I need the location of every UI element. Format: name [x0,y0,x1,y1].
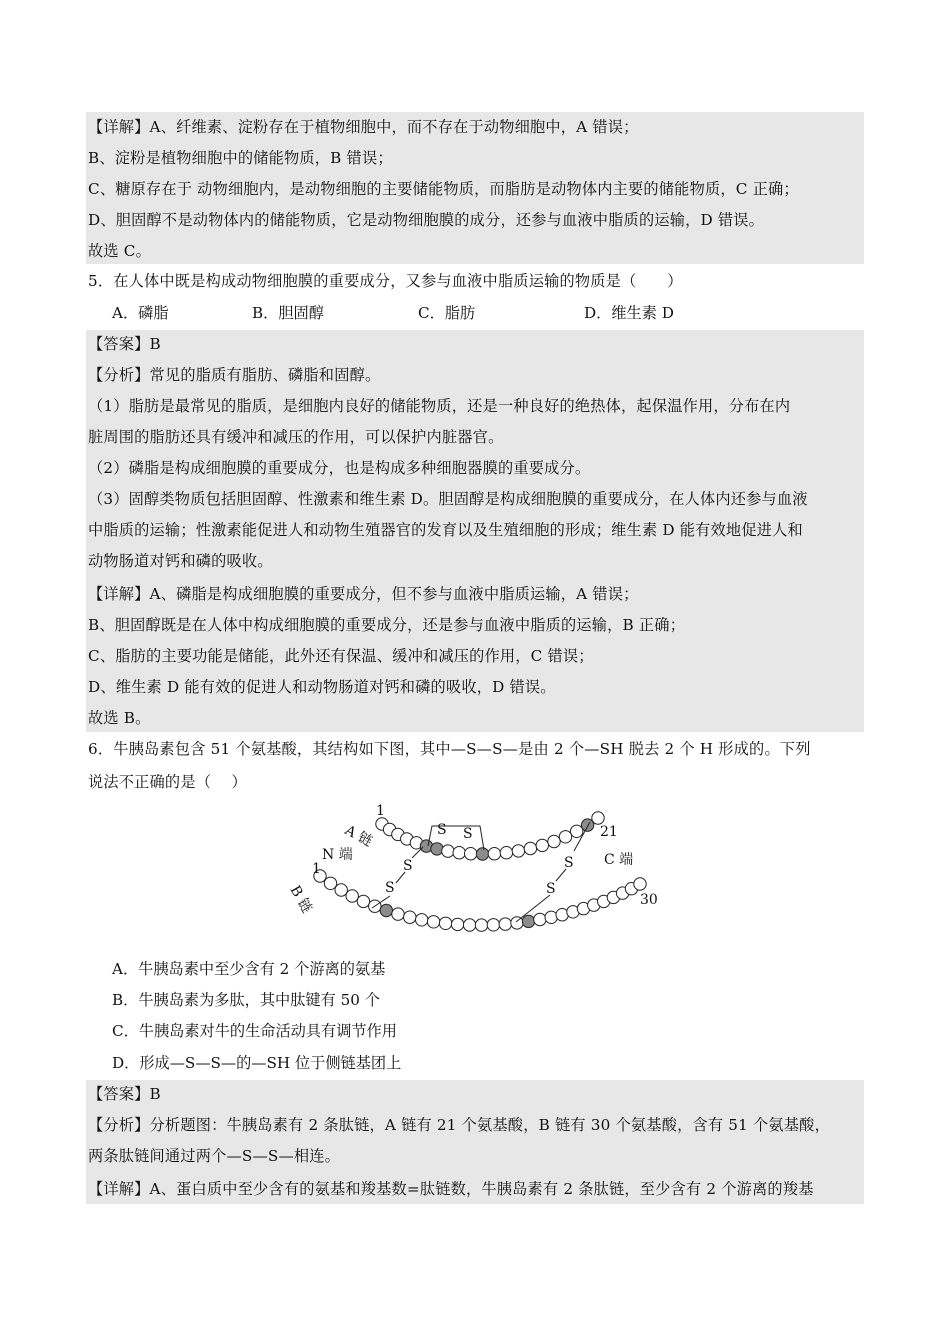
b-chain-start-label: 1 [312,861,321,877]
a-chain-residue [442,845,454,857]
answer-label: 【答案】B [88,335,161,353]
text-line: （3）固醇类物质包括胆固醇、性激素和维生素 D。胆固醇是构成细胞膜的重要成分，在人体内还参与血液 [88,490,808,508]
text-line: 【详解】A、蛋白质中至少含有的氨基和羧基数=肽链数，牛胰岛素有 2 条肽链，至少含有 2 个游离的羧基 [88,1180,814,1198]
a-chain-residue [524,842,536,854]
text-line: C、糖原存在于 动物细胞内，是动物细胞的主要储能物质，而脂肪是动物体内主要的储能物质，C 正确； [88,180,799,198]
s-label: S [564,855,574,871]
b-chain-residue [463,919,475,931]
b-chain-residue [545,911,557,923]
question-6-stem: 说法不正确的是（ ） [88,773,247,791]
q6-choice-d: D．形成—S—S—的—SH 位于侧链基团上 [112,1054,402,1072]
text-line: B、胆固醇既是在人体中构成细胞膜的重要成分，还是参与血液中脂质的运输，B 正确； [88,616,686,634]
b-chain-residue [451,918,463,930]
text-line: （2）磷脂是构成细胞膜的重要成分，也是构成多种细胞器膜的重要成分。 [88,459,591,477]
answer-label: 【答案】B [88,1085,161,1103]
question-6-stem: 6．牛胰岛素包含 51 个氨基酸，其结构如下图，其中—S—S—是由 2 个—SH 脱去 2 个 H 形成的。下列 [88,740,811,758]
q5-option-d: D．维生素 D [584,304,674,322]
b-chain-residue [499,918,511,930]
text-line: B、淀粉是植物细胞中的储能物质，B 错误； [88,149,393,167]
b-chain-residue [346,890,358,902]
text-line: D、胆固醇不是动物体内的储能物质，它是动物细胞膜的成分，还参与血液中脂质的运输，D 错误。 [88,211,765,229]
text-line: 【分析】常见的脂质有脂肪、磷脂和固醇。 [88,366,381,384]
s-label: S [437,822,447,838]
b-chain-end-label: 30 [640,892,658,908]
a-chain-residue [488,848,500,860]
text-line: 故选 C。 [88,242,152,260]
question-5-stem: 5．在人体中既是构成动物细胞膜的重要成分，又参与血液中脂质运输的物质是（ ） [88,272,683,290]
a-chain-residue [453,847,465,859]
a-chain-start-label: 1 [376,803,385,819]
q5-option-a: A．磷脂 [112,304,169,322]
n-end-label: N 端 [322,847,353,863]
text-line: 【详解】A、纤维素、淀粉存在于植物细胞中，而不存在于动物细胞中，A 错误； [88,118,639,136]
text-line: C、脂肪的主要功能是储能，此外还有保温、缓冲和减压的作用，C 错误； [88,647,594,665]
text-line: （1）脂肪是最常见的脂质，是细胞内良好的储能物质，还是一种良好的绝热体，起保温作用，分布在内 [88,397,791,415]
a-chain-end-label: 21 [600,824,618,840]
b-chain-residue [335,884,347,896]
a-chain-residue [536,839,548,851]
b-chain-residue [439,917,451,929]
a-chain-residue [500,847,512,859]
b-chain-residue [634,878,646,890]
insulin-structure-figure [280,798,670,950]
text-line: 中脂质的运输；性激素能促进人和动物生殖器官的发育以及生殖细胞的形成；维生素 D 能有效地促进人和 [88,521,803,539]
s-label: S [385,880,395,896]
a-chain-residue [431,843,443,855]
text-line: 脏周围的脂肪还具有缓冲和减压的作用，可以保护内脏器官。 [88,428,504,446]
a-chain-label: A 链 [342,822,375,850]
text-line: 【分析】分析题图：牛胰岛素有 2 条肽链，A 链有 21 个氨基酸，B 链有 30 个氨基酸，含有 51 个氨基酸， [88,1116,830,1134]
b-chain-residue [324,877,336,889]
b-chain-residue [475,919,487,931]
q6-choice-c: C．牛胰岛素对牛的生命活动具有调节作用 [112,1022,397,1040]
q6-choice-b: B．牛胰岛素为多肽，其中肽键有 50 个 [112,991,380,1009]
c-end-label: C 端 [604,852,634,868]
a-chain-residue [571,825,583,837]
a-chain-residue [476,848,488,860]
b-chain-residue [522,915,534,927]
b-chain-residue [534,913,546,925]
q6-choice-a: A．牛胰岛素中至少含有 2 个游离的氨基 [112,960,386,978]
b-chain-residue [404,911,416,923]
b-chain-residue [392,908,404,920]
text-line: 两条肽链间通过两个—S—S—相连。 [88,1147,341,1165]
b-chain-residue [357,895,369,907]
text-line: 故选 B。 [88,709,151,727]
a-chain-residue [512,845,524,857]
b-chain-label: B 链 [286,883,315,916]
s-label: S [463,826,473,842]
a-chain-residue [592,812,604,824]
q5-option-b: B．胆固醇 [252,304,324,322]
a-chain-residue [548,835,560,847]
b-chain-residue [511,917,523,929]
b-chain-residue [416,914,428,926]
q5-option-c: C．脂肪 [418,304,476,322]
b-chain-residue [427,916,439,928]
s-label: S [403,858,413,874]
a-chain-residue [465,848,477,860]
b-chain-residue [487,919,499,931]
text-line: 动物肠道对钙和磷的吸收。 [88,552,273,570]
s-label: S [546,881,556,897]
text-line: 【详解】A、磷脂是构成细胞膜的重要成分，但不参与血液中脂质运输，A 错误； [88,585,639,603]
a-chain-residue [559,831,571,843]
b-chain-residue [380,904,392,916]
text-line: D、维生素 D 能有效的促进人和动物肠道对钙和磷的吸收，D 错误。 [88,678,556,696]
